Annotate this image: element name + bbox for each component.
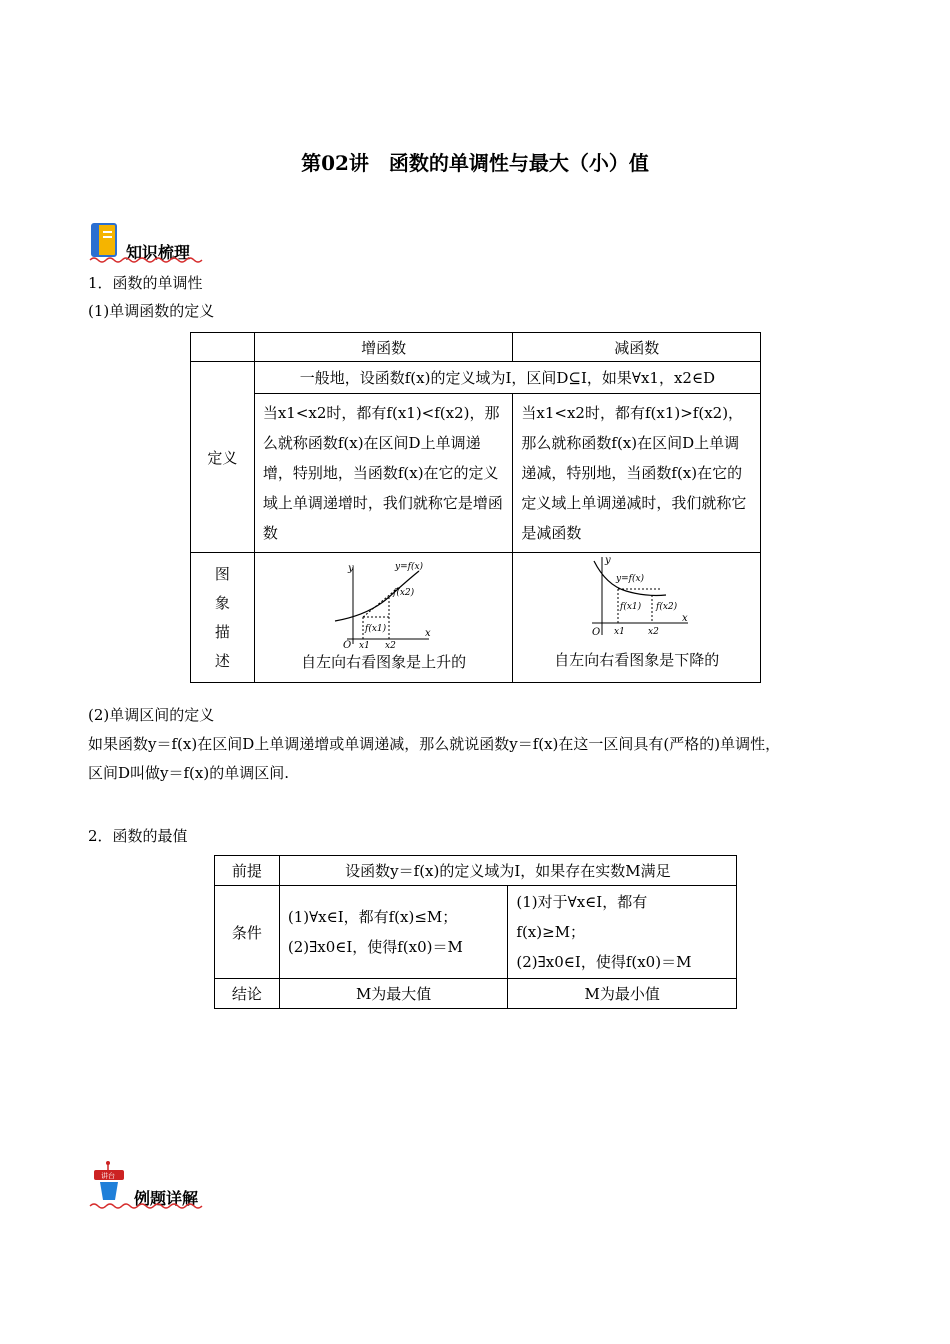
knowledge-badge-label: 知识梳理 [126,243,191,262]
example-badge-label: 例题详解 [134,1189,199,1208]
row-label-conclusion: 结论 [215,979,280,1009]
svg-text:x2: x2 [384,641,396,649]
condition-max: (1)∀x∈I，都有f(x)≤M； (2)∃x0∈I，使得f(x0)＝M [279,886,508,979]
definition-increasing: 当x1<x2时，都有f(x1)<f(x2)，那么就称函数f(x)在区间D上单调递增，特别地，当函数f(x)在它的定义域上单调递增时，我们就称它是增函数 [254,394,513,553]
table-corner [191,333,255,362]
svg-text:O: O [342,640,351,649]
interval-definition-line2: 区间D叫做y＝f(x)的单调区间. [88,764,289,782]
row-label-definition: 定义 [191,362,255,553]
svg-text:f(x1): f(x1) [619,602,641,612]
col-header-increasing: 增函数 [254,333,513,362]
svg-text:y=f(x): y=f(x) [394,562,423,572]
definition-decreasing: 当x1<x2时，都有f(x1)>f(x2)，那么就称函数f(x)在区间D上单调递减，特别地，当函数f(x)在它的定义域上单调递减时，我们就称它是减函数 [513,394,761,553]
section1-heading: 1．函数的单调性 [88,274,203,292]
svg-text:y: y [604,555,611,566]
section1-subheading-2: (2)单调区间的定义 [88,706,215,724]
svg-text:讲台: 讲台 [101,1172,115,1180]
premise-text: 设函数y＝f(x)的定义域为I，如果存在实数M满足 [279,856,736,886]
caption-increasing: 自左向右看图象是上升的 [301,653,467,671]
row-label-condition: 条件 [215,886,280,979]
graph-increasing-cell [254,553,513,683]
svg-text:x: x [681,613,688,624]
knowledge-badge [88,222,208,266]
definition-common: 一般地，设函数f(x)的定义域为I，区间D⊆I，如果∀x1，x2∈D [254,362,760,394]
svg-text:y: y [347,563,354,574]
svg-text:O: O [591,627,600,638]
wave-underline [88,1202,208,1210]
wave-underline [88,256,208,264]
decreasing-graph [582,555,692,645]
svg-text:x2: x2 [647,627,659,637]
podium-icon [88,1160,128,1204]
row-label-premise: 前提 [215,856,280,886]
conclusion-max: M为最大值 [279,979,508,1009]
conclusion-min: M为最小值 [508,979,737,1009]
condition-min: (1)对于∀x∈I，都有 f(x)≥M； (2)∃x0∈I，使得f(x0)＝M [508,886,737,979]
section2-heading: 2．函数的最值 [88,827,188,845]
interval-definition-line1: 如果函数y＝f(x)在区间D上单调递增或单调递减，那么就说函数y＝f(x)在这一区间具有(严格的)单调性， [88,735,781,753]
svg-text:f(x1): f(x1) [364,624,386,634]
svg-text:f(x2): f(x2) [392,588,414,598]
svg-text:x1: x1 [358,641,370,649]
row-label-graph: 图 象 描 述 [191,553,255,683]
svg-text:y=f(x): y=f(x) [615,574,644,584]
example-badge [88,1160,208,1210]
caption-decreasing: 自左向右看图象是下降的 [554,651,720,669]
col-header-decreasing: 减函数 [513,333,761,362]
monotonic-definition-table [190,332,761,683]
page-title: 第02讲 函数的单调性与最大（小）值 [301,151,649,175]
extremum-table [214,855,737,1009]
graph-decreasing-cell [513,553,761,683]
svg-text:x: x [424,628,431,639]
svg-text:x1: x1 [613,627,625,637]
increasing-graph [329,559,439,649]
section1-subheading-1: (1)单调函数的定义 [88,302,215,320]
svg-text:f(x2): f(x2) [655,602,677,612]
